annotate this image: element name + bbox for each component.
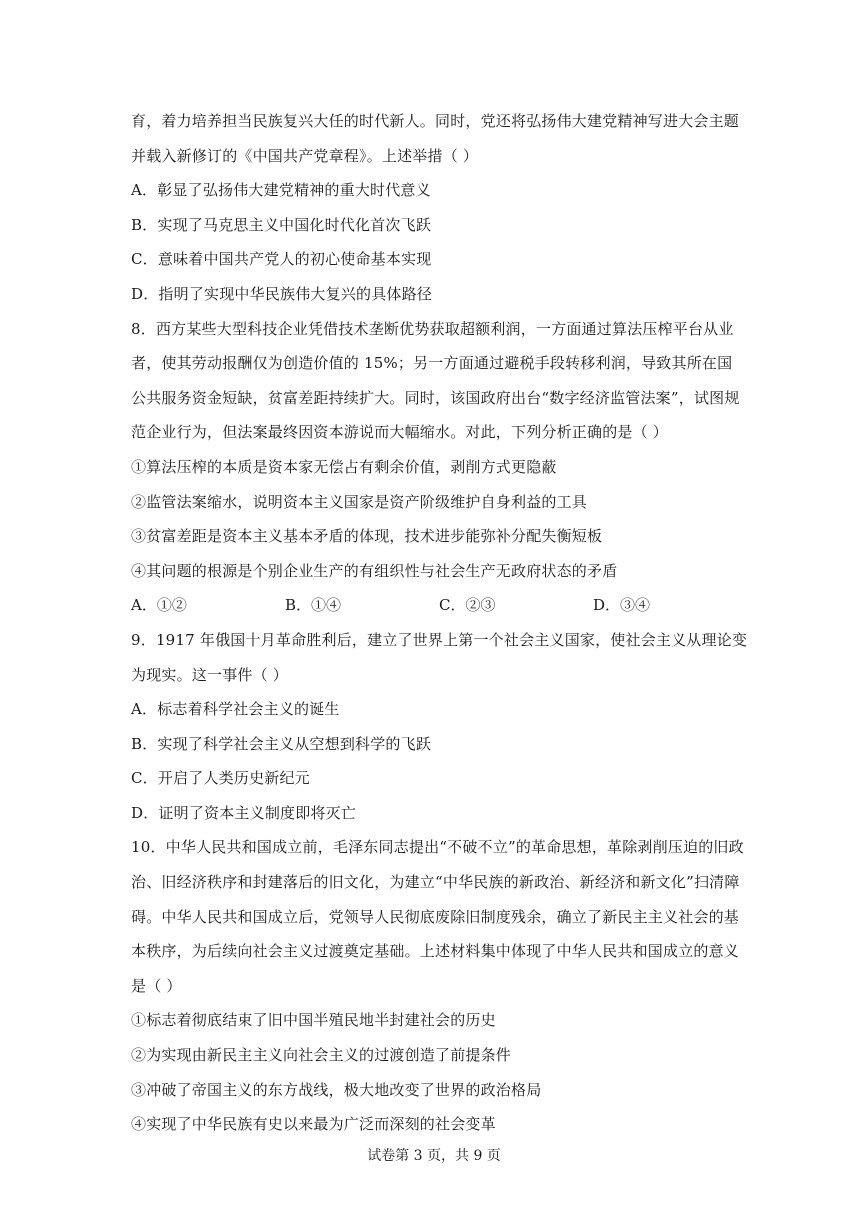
question-9 [131,623,751,831]
statement-3: ③贫富差距是资本主义基本矛盾的体现，技术进步能弥补分配失衡短板 [131,527,603,546]
question-stem-line: 为现实。这一事件（ ） [131,665,288,684]
choice-a: A．①② [131,596,187,615]
question-text-line: 并载入新修订的《中国共产党章程》。上述举措（ ） [131,146,479,165]
question-8 [131,312,751,623]
question-stem-line: 9．1917 年俄国十月革命胜利后，建立了世界上第一个社会主义国家，使社会主义从理论变 [131,630,748,649]
question-stem-line: 是（ ） [131,976,182,995]
statement-4: ④其问题的根源是个别企业生产的有组织性与社会生产无政府状态的矛盾 [131,561,618,580]
question-7-tail [131,104,751,312]
statement-3: ③冲破了帝国主义的东方战线，极大地改变了世界的政治格局 [131,1080,542,1099]
page-footer: 试卷第 3 页，共 9 页 [367,1148,501,1164]
exam-page [131,104,751,1142]
choice-d: D．③④ [593,596,651,615]
statement-4: ④实现了中华民族有史以来最为广泛而深刻的社会变革 [131,1115,496,1134]
question-text-line: 育，着力培养担当民族复兴大任的时代新人。同时，党还将弘扬伟大建党精神写进大会主题 [131,112,740,130]
option-d: D．指明了实现中华民族伟大复兴的具体路径 [131,284,433,303]
option-b: B．实现了科学社会主义从空想到科学的飞跃 [131,734,432,753]
option-d: D．证明了资本主义制度即将灭亡 [131,803,357,822]
option-c: C．意味着中国共产党人的初心使命基本实现 [131,250,432,269]
option-c: C．开启了人类历史新纪元 [131,769,310,788]
question-stem-line: 治、旧经济秩序和封建落后的旧文化，为建立“中华民族的新政治、新经济和新文化”扫清障 [131,873,740,892]
question-stem-line: 者，使其劳动报酬仅为创造价值的 15%；另一方面通过避税手段转移利润，导致其所在国 [131,354,733,373]
statement-1: ①算法压榨的本质是资本家无偿占有剩余价值，剥削方式更隐蔽 [131,457,557,476]
choice-c: C．②③ [439,596,496,615]
question-stem-line: 10．中华人民共和国成立前，毛泽东同志提出“不破不立”的革命思想，革除剥削压迫的旧政 [131,838,744,857]
option-b: B．实现了马克思主义中国化时代化首次飞跃 [131,215,432,234]
question-stem-line: 本秩序，为后续向社会主义过渡奠定基础。上述材料集中体现了中华人民共和国成立的意义 [131,942,740,961]
question-stem-line: 8．西方某些大型科技企业凭借技术垄断优势获取超额利润，一方面通过算法压榨平台从业 [131,319,734,338]
statement-2: ②为实现由新民主主义向社会主义的过渡创造了前提条件 [131,1046,512,1065]
option-a: A．标志着科学社会主义的诞生 [131,700,340,719]
choice-row [131,588,751,623]
question-stem-line: 范企业行为，但法案最终因资本游说而大幅缩水。对此，下列分析正确的是（ ） [131,423,668,442]
question-stem-line: 公共服务资金短缺，贫富差距持续扩大。同时，该国政府出台“数字经济监管法案”，试图规 [131,388,740,407]
statement-2: ②监管法案缩水，说明资本主义国家是资产阶级维护自身利益的工具 [131,492,588,511]
choice-b: B．①④ [285,596,342,615]
statement-1: ①标志着彻底结束了旧中国半殖民地半封建社会的历史 [131,1011,496,1030]
question-stem-line: 碍。中华人民共和国成立后，党领导人民彻底废除旧制度残余，确立了新民主主义社会的基 [131,907,740,926]
question-10 [131,830,751,1141]
option-a: A．彰显了弘扬伟大建党精神的重大时代意义 [131,181,431,200]
